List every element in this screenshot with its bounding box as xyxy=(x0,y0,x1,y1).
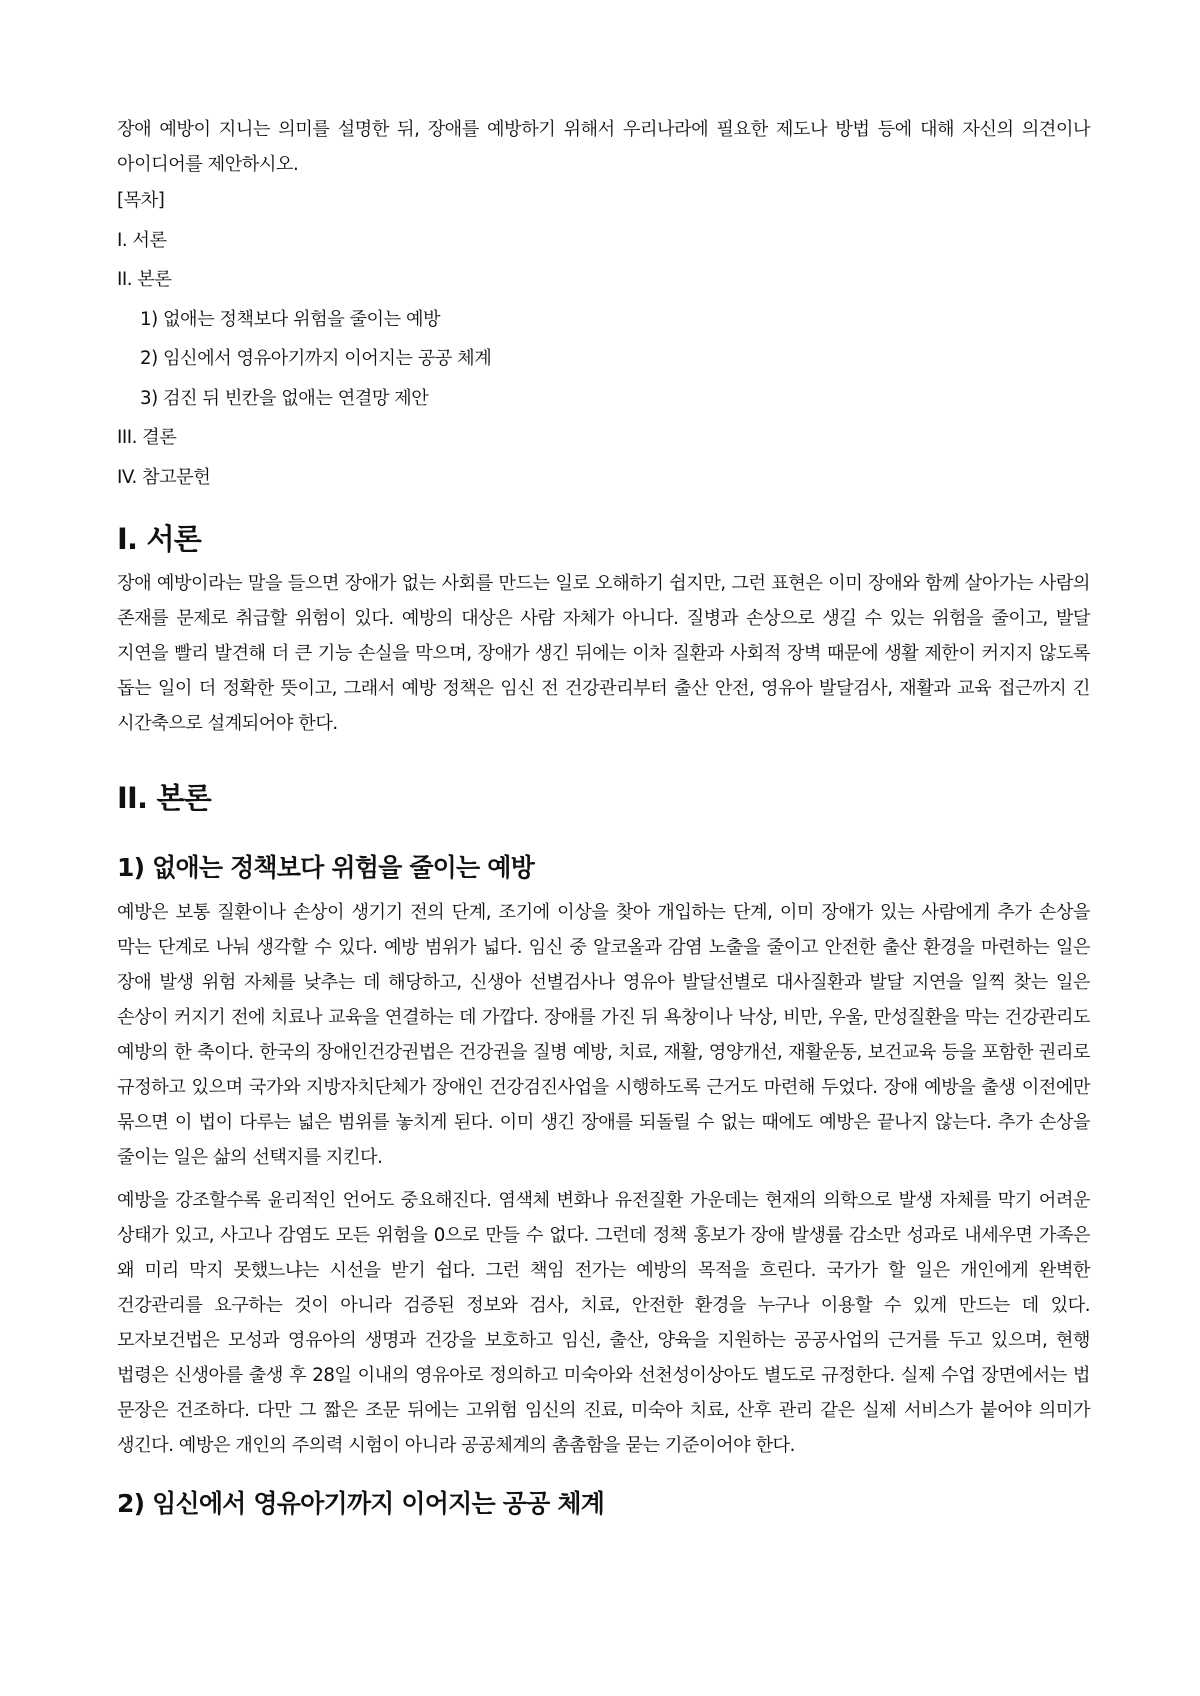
toc-item-conclusion: III. 결론 xyxy=(117,427,177,448)
table-of-contents xyxy=(117,188,1090,491)
toc-item-body-3: 3) 검진 뒤 빈칸을 없애는 연결망 제안 xyxy=(140,387,429,409)
intro-paragraph: 장애 예방이라는 말을 들으면 장애가 없는 사회를 만드는 일로 오해하기 쉽지만, 그런 표현은 이미 장애와 함께 살아가는 사람의 존재를 문제로 취급할 위험이 있다. 예방의 대상은 사람 자체가 아니다. 질병과 손상으로 생길 수 있는 위험을 줄이고, 발달 지연을 빨리 발견해 더 큰 기능 손실을 막으며, 장애가 생긴 뒤에는 이차 질환과 사회적 장벽 때문에 생활 제한이 커지지 않도록 돕는 일이 더 정확한 뜻이고, 그래서 예방 정책은 임신 전 건강관리부터 출산 안전, 영유아 발달검사, 재활과 교육 접근까지 긴 시간축으로 설계되어야 한다. xyxy=(117,572,1090,734)
paragraph-gap xyxy=(117,1175,1090,1183)
toc-item-references: IV. 참고문헌 xyxy=(117,466,211,488)
toc-list xyxy=(117,228,1090,491)
body-paragraph-2: 예방을 강조할수록 윤리적인 언어도 중요해진다. 염색체 변화나 유전질환 가운데는 현재의 의학으로 발생 자체를 막기 어려운 상태가 있고, 사고나 감염도 모든 위험을 0으로 만들 수 없다. 그런데 정책 홍보가 장애 발생률 감소만 성과로 내세우면 가족은 왜 미리 막지 못했느냐는 시선을 받기 쉽다. 그런 책임 전가는 예방의 목적을 흐린다. 국가가 할 일은 개인에게 완벽한 건강관리를 요구하는 것이 아니라 검증된 정보와 검사, 치료, 안전한 환경을 누구나 이용할 수 있게 만드는 데 있다. 모자보건법은 모성과 영유아의 생명과 건강을 보호하고 임신, 출산, 양육을 지원하는 공공사업의 근거를 두고 있으며, 현행 법령은 신생아를 출생 후 28일 이내의 영유아로 정의하고 미숙아와 선천성이상아도 별도로 규정한다. 실제 수업 장면에서는 법 문장은 건조하다. 다만 그 짧은 조문 뒤에는 고위험 임신의 진료, 미숙아 치료, 산후 관리 같은 실제 서비스가 붙어야 의미가 생긴다. 예방은 개인의 주의력 시험이 아니라 공공체계의 촘촘함을 묻는 기준이어야 한다. xyxy=(117,1189,1090,1456)
subsection-heading-2: 2) 임신에서 영유아기까지 이어지는 공공 체계 xyxy=(117,1488,605,1518)
toc-item-body-2: 2) 임신에서 영유아기까지 이어지는 공공 체계 xyxy=(140,348,492,369)
section-heading-body: II. 본론 xyxy=(117,780,211,815)
toc-item-body-1: 1) 없애는 정책보다 위험을 줄이는 예방 xyxy=(140,308,441,330)
document-page xyxy=(117,112,1090,1523)
section-heading-intro: I. 서론 xyxy=(117,521,201,556)
body-paragraph-1: 예방은 보통 질환이나 손상이 생기기 전의 단계, 조기에 이상을 찾아 개입하는 단계, 이미 장애가 있는 사람에게 추가 손상을 막는 단계로 나눠 생각할 수 있다. 예방 범위가 넓다. 임신 중 알코올과 감염 노출을 줄이고 안전한 출산 환경을 마련하는 일은 장애 발생 위험 자체를 낮추는 데 해당하고, 신생아 선별검사나 영유아 발달선별로 대사질환과 발달 지연을 일찍 찾는 일은 손상이 커지기 전에 치료나 교육을 연결하는 데 가깝다. 장애를 가진 뒤 욕창이나 낙상, 비만, 우울, 만성질환을 막는 건강관리도 예방의 한 축이다. 한국의 장애인건강권법은 건강권을 질병 예방, 치료, 재활, 영양개선, 재활운동, 보건교육 등을 포함한 권리로 규정하고 있으며 국가와 지방자치단체가 장애인 건강검진사업을 시행하도록 근거도 마련해 두었다. 장애 예방을 출생 이전에만 묶으면 이 법이 다루는 넓은 범위를 놓치게 된다. 이미 생긴 장애를 되돌릴 수 없는 때에도 예방은 끝나지 않는다. 추가 손상을 줄이는 일은 삶의 선택지를 지킨다. xyxy=(117,901,1090,1168)
assignment-prompt: 장애 예방이 지니는 의미를 설명한 뒤, 장애를 예방하기 위해서 우리나라에 필요한 제도나 방법 등에 대해 자신의 의견이나 아이디어를 제안하시오. xyxy=(117,119,1090,175)
toc-item-intro: I. 서론 xyxy=(117,229,167,251)
subsection-heading-1: 1) 없애는 정책보다 위험을 줄이는 예방 xyxy=(117,852,534,882)
toc-label: [목차] xyxy=(117,190,165,211)
toc-item-body: II. 본론 xyxy=(117,269,172,290)
